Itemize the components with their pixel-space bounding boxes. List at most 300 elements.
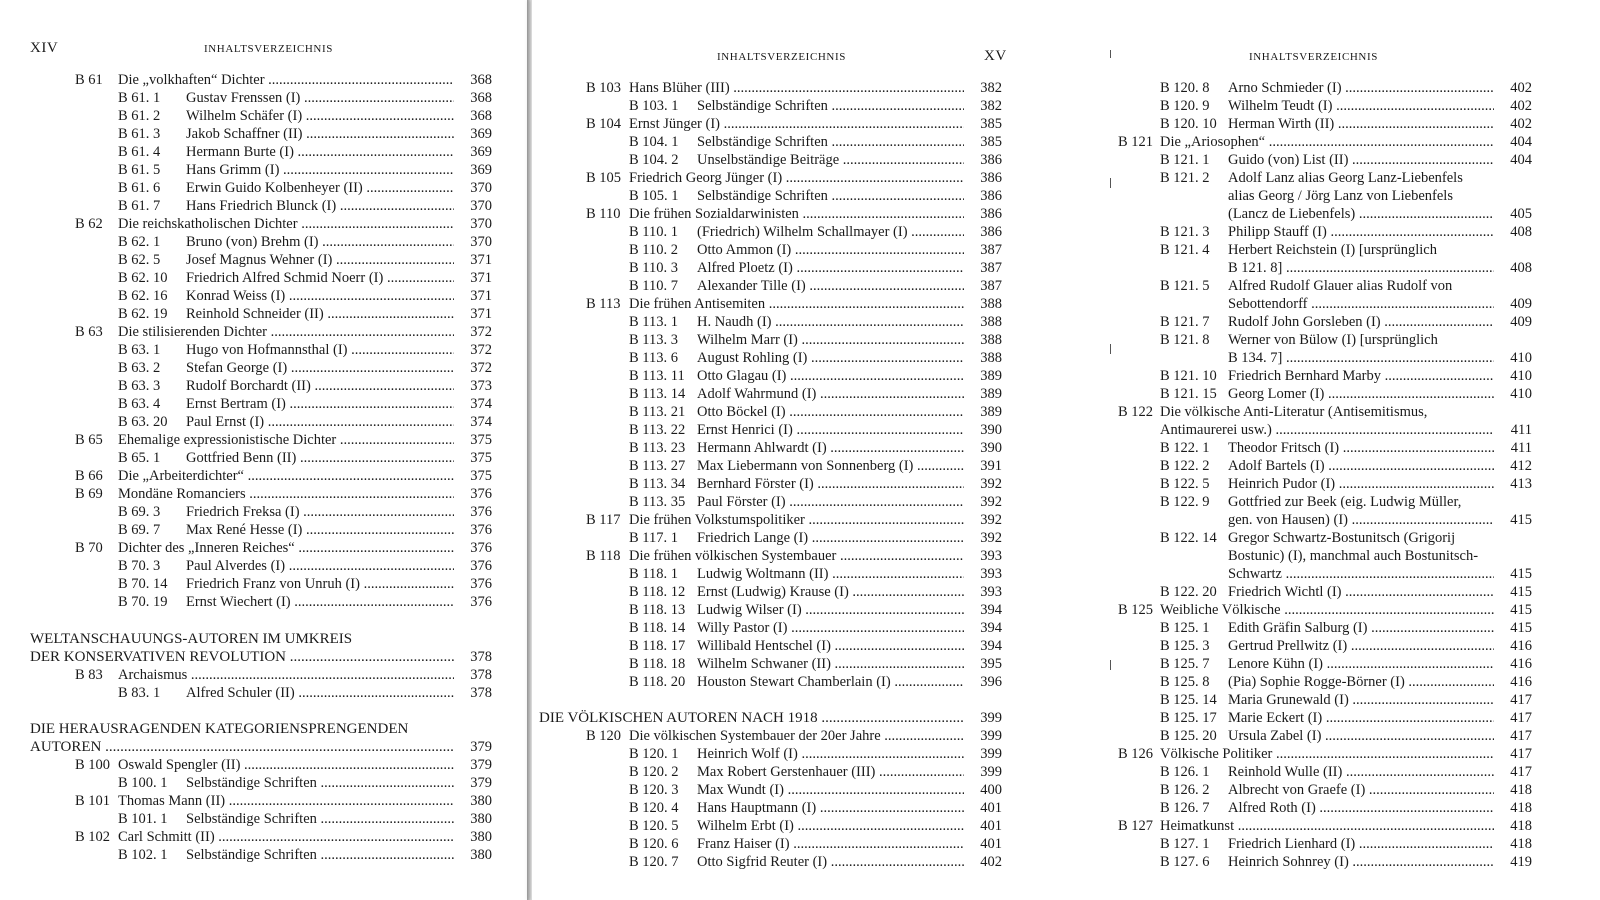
- toc-entry-code: B 113. 23: [629, 440, 686, 456]
- toc-entry[interactable]: [0, 792, 492, 810]
- toc-entry-code: B 118. 1: [629, 566, 679, 582]
- toc-entry-code: B 113. 14: [629, 386, 686, 402]
- toc-entry-code: B 127. 1: [1160, 836, 1210, 852]
- toc-entry-page: 395: [980, 656, 1002, 672]
- toc-entry[interactable]: [532, 79, 1532, 97]
- toc-entry[interactable]: [532, 187, 1532, 205]
- toc-entry-code: B 118. 12: [629, 584, 686, 600]
- toc-entry[interactable]: [0, 449, 492, 467]
- toc-entry-page: 402: [1510, 116, 1532, 132]
- toc-entry-code: B 83: [75, 667, 103, 683]
- toc-entry-title: (Pia) Sophie Rogge-Börner (I) .....: [1228, 673, 1494, 691]
- toc-entry-page: 417: [1510, 710, 1532, 726]
- toc-entry-code: B 110: [586, 206, 621, 222]
- toc-entry-code: B 118. 17: [629, 638, 686, 654]
- toc-entry-code: B 61. 6: [118, 180, 161, 196]
- toc-entry-page: 371: [470, 252, 492, 268]
- toc-entry-title: Albrecht von Graefe (I) .....: [1228, 781, 1494, 799]
- toc-entry-page: 371: [470, 306, 492, 322]
- toc-entry-page: 393: [980, 566, 1002, 582]
- toc-entry[interactable]: [0, 539, 492, 557]
- toc-entry[interactable]: [532, 313, 1532, 331]
- toc-entry-title: Ernst Henrici (I) .....: [697, 421, 964, 439]
- toc-entry[interactable]: [532, 583, 1532, 601]
- toc-entry[interactable]: [532, 709, 1532, 727]
- toc-entry-code: B 121. 2: [1160, 170, 1210, 186]
- toc-entry-code: B 113. 35: [629, 494, 686, 510]
- toc-entry[interactable]: [0, 666, 492, 684]
- toc-entry-page: 387: [980, 260, 1002, 276]
- toc-entry-code: B 113. 11: [629, 368, 685, 384]
- toc-entry-code: B 103. 1: [629, 98, 679, 114]
- toc-entry-page: 370: [470, 216, 492, 232]
- toc-entry[interactable]: [532, 241, 1532, 259]
- toc-entry-code: B 125. 20: [1160, 728, 1217, 744]
- toc-entry-code: B 117: [586, 512, 621, 528]
- toc-entry-page: 418: [1510, 800, 1532, 816]
- margin-mark: [1110, 660, 1111, 670]
- toc-entry-page: 408: [1510, 260, 1532, 276]
- toc-entry-title: Adolf Lanz alias Georg Lanz-Liebenfels: [1228, 170, 1463, 186]
- toc-entry[interactable]: [532, 619, 1532, 637]
- toc-entry-title: Selbständige Schriften .....: [186, 774, 454, 792]
- toc-entry-code: B 83. 1: [118, 685, 161, 701]
- toc-entry-title: Edith Gräfin Salburg (I) .....: [1228, 619, 1494, 637]
- toc-entry-page: 388: [980, 332, 1002, 348]
- toc-entry-code: B 120. 10: [1160, 116, 1217, 132]
- toc-entry[interactable]: [0, 828, 492, 846]
- toc-entry-code: B 121: [1118, 134, 1154, 150]
- toc-entry-code: B 61. 2: [118, 108, 161, 124]
- toc-entry-page: 379: [470, 775, 492, 791]
- toc-entry-code: B 121. 8: [1160, 332, 1210, 348]
- toc-entry-page: 390: [980, 440, 1002, 456]
- toc-entry-code: B 102: [75, 829, 111, 845]
- toc-entry-page: 386: [980, 152, 1002, 168]
- toc-entry-page: 413: [1510, 476, 1532, 492]
- toc-entry-title: Selbständige Schriften .....: [697, 133, 964, 151]
- toc-entry-page: 400: [980, 782, 1002, 798]
- toc-entry-page: 401: [980, 818, 1002, 834]
- toc-entry-code: B 120. 4: [629, 800, 679, 816]
- toc-entry-title: Friedrich Franz von Unruh (I) .....: [186, 575, 454, 593]
- toc-entry-title: Heinrich Wolf (I) .....: [697, 745, 964, 763]
- toc-entry-code: B 122. 2: [1160, 458, 1210, 474]
- toc-entry[interactable]: [0, 684, 492, 702]
- toc-entry-title: Hermann Ahlwardt (I) .....: [697, 439, 964, 457]
- toc-entry-page: 380: [470, 829, 492, 845]
- toc-entry-code: B 104. 2: [629, 152, 679, 168]
- right-page: [531, 0, 1600, 900]
- toc-entry-title: Hans Friedrich Blunck (I) .....: [186, 197, 454, 215]
- toc-entry-title: Bruno (von) Brehm (I) .....: [186, 233, 454, 251]
- toc-entry[interactable]: [0, 89, 492, 107]
- toc-entry-code: B 61: [75, 72, 103, 88]
- toc-entry-code: B 70: [75, 540, 103, 556]
- toc-entry-title: Arno Schmieder (I) .....: [1228, 79, 1494, 97]
- toc-entry-page: 386: [980, 224, 1002, 240]
- toc-entry[interactable]: [0, 359, 492, 377]
- toc-entry-code: B 122. 1: [1160, 440, 1210, 456]
- toc-entry-code: B 113. 34: [629, 476, 686, 492]
- toc-entry[interactable]: [532, 547, 1532, 565]
- toc-entry[interactable]: [0, 215, 492, 233]
- toc-entry-code: B 63. 4: [118, 396, 161, 412]
- toc-entry[interactable]: [532, 439, 1532, 457]
- toc-entry[interactable]: [0, 395, 492, 413]
- toc-entry-code: B 65. 1: [118, 450, 161, 466]
- page-number-right: XV: [984, 48, 1007, 64]
- toc-entry[interactable]: [0, 774, 492, 792]
- toc-entry[interactable]: [532, 403, 1532, 421]
- toc-entry-title: Wilhelm Teudt (I) .....: [1228, 97, 1494, 115]
- toc-entry-code: B 120: [586, 728, 622, 744]
- toc-entry-code: B 120. 7: [629, 854, 679, 870]
- toc-entry-title: Max Liebermann von Sonnenberg (I) .....: [697, 457, 964, 475]
- toc-entry[interactable]: [532, 97, 1532, 115]
- toc-entry[interactable]: [532, 853, 1532, 871]
- toc-entry-code: B 127: [1118, 818, 1154, 834]
- toc-entry[interactable]: [532, 727, 1532, 745]
- toc-entry-title: Max Robert Gerstenhauer (III) .....: [697, 763, 964, 781]
- toc-entry[interactable]: [0, 846, 492, 864]
- toc-entry-page: 417: [1510, 764, 1532, 780]
- toc-entry-page: 415: [1510, 602, 1532, 618]
- running-head-left: INHALTSVERZEICHNIS: [204, 43, 333, 55]
- toc-entry-code: B 61. 5: [118, 162, 161, 178]
- toc-entry-code: B 113. 6: [629, 350, 679, 366]
- toc-entry-code: B 62. 19: [118, 306, 168, 322]
- section-heading-page: 399: [980, 710, 1002, 726]
- toc-entry[interactable]: [532, 421, 1532, 439]
- toc-entry-page: 386: [980, 206, 1002, 222]
- toc-entry-title: Ernst Bertram (I) .....: [186, 395, 454, 413]
- toc-entry-page: 415: [1510, 584, 1532, 600]
- toc-entry[interactable]: [0, 71, 492, 89]
- toc-entry-code: B 118. 13: [629, 602, 686, 618]
- toc-entry[interactable]: [532, 493, 1532, 511]
- toc-entry-title: Erwin Guido Kolbenheyer (II) .....: [186, 179, 454, 197]
- toc-entry-code: B 122: [1118, 404, 1154, 420]
- toc-entry[interactable]: [0, 179, 492, 197]
- toc-entry-title: Die frühen Sozialdarwinisten .....: [629, 205, 964, 223]
- toc-entry-page: 416: [1510, 674, 1532, 690]
- toc-entry-title: Bernhard Förster (I) .....: [697, 475, 964, 493]
- toc-entry-code: B 126. 7: [1160, 800, 1210, 816]
- toc-entry-title: Wilhelm Schäfer (I) .....: [186, 107, 454, 125]
- toc-entry[interactable]: [532, 385, 1532, 403]
- toc-entry-code: B 63. 20: [118, 414, 168, 430]
- toc-entry-title: Die stilisierenden Dichter .....: [118, 323, 454, 341]
- toc-entry[interactable]: [0, 756, 492, 774]
- toc-entry-page: 375: [470, 468, 492, 484]
- toc-entry[interactable]: [532, 835, 1532, 853]
- toc-entry-page: 370: [470, 198, 492, 214]
- toc-entry-code: B 122. 9: [1160, 494, 1210, 510]
- toc-entry[interactable]: [532, 151, 1532, 169]
- toc-entry-code: B 125. 3: [1160, 638, 1210, 654]
- toc-entry-code: B 120. 9: [1160, 98, 1210, 114]
- toc-entry-title: Sebottendorff .....: [1228, 295, 1494, 313]
- toc-entry-title: Friedrich Lienhard (I) .....: [1228, 835, 1494, 853]
- toc-entry-title: Alfred Rudolf Glauer alias Rudolf von: [1228, 278, 1453, 294]
- toc-entry-page: 411: [1510, 422, 1532, 438]
- toc-entry-title: Paul Ernst (I) .....: [186, 413, 454, 431]
- toc-entry[interactable]: [0, 305, 492, 323]
- toc-entry-code: B 69. 7: [118, 522, 161, 538]
- toc-entry-title: Franz Haiser (I) .....: [697, 835, 964, 853]
- toc-entry-code: B 120. 3: [629, 782, 679, 798]
- toc-entry[interactable]: [532, 349, 1532, 367]
- toc-entry-code: B 69: [75, 486, 103, 502]
- toc-entry[interactable]: [0, 575, 492, 593]
- toc-entry[interactable]: [0, 467, 492, 485]
- toc-entry-code: B 122. 14: [1160, 530, 1217, 546]
- toc-entry-page: 399: [980, 764, 1002, 780]
- toc-entry-page: 401: [980, 800, 1002, 816]
- toc-entry-title: Gregor Schwartz-Bostunitsch (Grigorij: [1228, 530, 1456, 546]
- toc-entry-code: B 61. 7: [118, 198, 161, 214]
- toc-entry-title: Stefan George (I) .....: [186, 359, 454, 377]
- toc-entry-title: Rudolf Borchardt (II) .....: [186, 377, 454, 395]
- margin-mark: [1110, 178, 1111, 188]
- toc-entry-page: 401: [980, 836, 1002, 852]
- toc-entry-page: 417: [1510, 728, 1532, 744]
- toc-entry[interactable]: [532, 115, 1532, 133]
- toc-entry[interactable]: [0, 143, 492, 161]
- toc-entry-title: Selbständige Schriften .....: [186, 846, 454, 864]
- toc-entry-title: Friedrich Freksa (I) .....: [186, 503, 454, 521]
- toc-entry-page: 399: [980, 746, 1002, 762]
- toc-entry-page: 382: [980, 80, 1002, 96]
- toc-entry-code: B 118. 18: [629, 656, 686, 672]
- toc-entry-title: Die frühen völkischen Systembauer .....: [629, 547, 964, 565]
- toc-entry-page: 417: [1510, 746, 1532, 762]
- toc-entry-page: 391: [980, 458, 1002, 474]
- toc-entry-page: 409: [1510, 296, 1532, 312]
- toc-entry-page: 392: [980, 512, 1002, 528]
- toc-entry-page: 402: [1510, 80, 1532, 96]
- toc-entry-code: B 63. 2: [118, 360, 161, 376]
- toc-entry-page: 394: [980, 620, 1002, 636]
- toc-entry[interactable]: [532, 205, 1532, 223]
- toc-entry[interactable]: [0, 503, 492, 521]
- toc-entry[interactable]: [0, 377, 492, 395]
- section-heading-text: DER KONSERVATIVEN REVOLUTION .....: [30, 648, 454, 666]
- toc-entry-title: Völkische Politiker .....: [1160, 745, 1494, 763]
- toc-entry-page: 416: [1510, 638, 1532, 654]
- toc-entry[interactable]: [532, 673, 1532, 691]
- toc-entry-page: 389: [980, 368, 1002, 384]
- section-heading-page: 378: [470, 649, 492, 665]
- toc-entry[interactable]: [0, 557, 492, 575]
- toc-entry-title: Selbständige Schriften .....: [697, 97, 964, 115]
- section-heading[interactable]: [0, 720, 492, 738]
- toc-entry-code: B 121. 1: [1160, 152, 1210, 168]
- toc-entry-title: Georg Lomer (I) .....: [1228, 385, 1494, 403]
- toc-entry[interactable]: [0, 269, 492, 287]
- toc-entry-code: B 100: [75, 757, 111, 773]
- toc-entry-title: Alexander Tille (I) .....: [697, 277, 964, 295]
- toc-entry-page: 370: [470, 234, 492, 250]
- toc-entry[interactable]: [0, 593, 492, 611]
- toc-entry-page: 394: [980, 602, 1002, 618]
- toc-entry[interactable]: [0, 287, 492, 305]
- toc-entry-page: 376: [470, 522, 492, 538]
- toc-entry-code: B 113: [586, 296, 621, 312]
- section-heading[interactable]: [0, 630, 492, 648]
- toc-entry[interactable]: [532, 745, 1532, 763]
- toc-entry[interactable]: [532, 277, 1532, 295]
- toc-entry-title: Willibald Hentschel (I) .....: [697, 637, 964, 655]
- toc-entry[interactable]: [532, 655, 1532, 673]
- toc-entry-page: 387: [980, 278, 1002, 294]
- toc-entry-code: B 69. 3: [118, 504, 161, 520]
- toc-entry-title: Adolf Wahrmund (I) .....: [697, 385, 964, 403]
- left-page: [0, 0, 528, 900]
- toc-entry-page: 389: [980, 404, 1002, 420]
- toc-entry-title: Ernst (Ludwig) Krause (I) .....: [697, 583, 964, 601]
- toc-entry[interactable]: [532, 457, 1532, 475]
- toc-entry-title: Ernst Jünger (I) .....: [629, 115, 964, 133]
- toc-entry-title: Alfred Roth (I) .....: [1228, 799, 1494, 817]
- toc-entry-page: 404: [1510, 152, 1532, 168]
- section-heading[interactable]: [0, 738, 492, 756]
- toc-entry-page: 416: [1510, 656, 1532, 672]
- toc-entry-title: Reinhold Schneider (II) .....: [186, 305, 454, 323]
- toc-entry-page: 371: [470, 270, 492, 286]
- toc-entry-title: Guido (von) List (II) .....: [1228, 151, 1494, 169]
- toc-entry[interactable]: [532, 331, 1532, 349]
- toc-entry[interactable]: [532, 223, 1532, 241]
- toc-entry[interactable]: [532, 259, 1532, 277]
- toc-entry-title: Die völkische Anti-Literatur (Antisemitismus,: [1160, 404, 1428, 420]
- toc-entry-title: Hans Blüher (III) .....: [629, 79, 964, 97]
- toc-entry-page: 385: [980, 116, 1002, 132]
- toc-entry[interactable]: [0, 521, 492, 539]
- toc-entry-page: 373: [470, 378, 492, 394]
- toc-entry-title: Gertrud Prellwitz (I) .....: [1228, 637, 1494, 655]
- section-heading[interactable]: [0, 648, 492, 666]
- toc-entry-code: B 104. 1: [629, 134, 679, 150]
- toc-entry-title: Otto Ammon (I) .....: [697, 241, 964, 259]
- running-head-right-col2: INHALTSVERZEICHNIS: [1249, 51, 1378, 63]
- toc-entry-title: Lenore Kühn (I) .....: [1228, 655, 1494, 673]
- toc-entry-title: Die reichskatholischen Dichter .....: [118, 215, 454, 233]
- toc-entry-page: 393: [980, 548, 1002, 564]
- toc-entry-code: B 62. 5: [118, 252, 161, 268]
- toc-entry-title: Thomas Mann (II) .....: [118, 792, 454, 810]
- toc-entry-code: B 103: [586, 80, 622, 96]
- toc-entry-code: B 70. 3: [118, 558, 161, 574]
- toc-entry[interactable]: [532, 781, 1532, 799]
- toc-entry[interactable]: [532, 475, 1532, 493]
- toc-entry[interactable]: [0, 125, 492, 143]
- toc-entry[interactable]: [532, 529, 1532, 547]
- toc-entry-code: B 117. 1: [629, 530, 679, 546]
- toc-entry-title: Selbständige Schriften .....: [186, 810, 454, 828]
- toc-entry[interactable]: [532, 511, 1532, 529]
- toc-entry-page: 418: [1510, 836, 1532, 852]
- toc-entry[interactable]: [532, 799, 1532, 817]
- section-heading-text: DIE HERAUSRAGENDEN KATEGORIENSPRENGENDEN: [30, 721, 409, 737]
- toc-entry-title: B 134. 7] .....: [1228, 349, 1494, 367]
- toc-entry-title: alias Georg / Jörg Lanz von Liebenfels: [1228, 188, 1453, 204]
- toc-entry-code: B 120. 5: [629, 818, 679, 834]
- toc-entry-page: 379: [470, 757, 492, 773]
- toc-entry-page: 388: [980, 296, 1002, 312]
- section-heading-page: 379: [470, 739, 492, 755]
- toc-entry-page: 368: [470, 72, 492, 88]
- toc-entry[interactable]: [0, 413, 492, 431]
- toc-entry[interactable]: [0, 251, 492, 269]
- toc-entry-code: B 100. 1: [118, 775, 168, 791]
- toc-entry-code: B 113. 21: [629, 404, 686, 420]
- toc-entry[interactable]: [532, 601, 1532, 619]
- toc-entry-code: B 125. 1: [1160, 620, 1210, 636]
- toc-entry-title: Die „Ariosophen“ .....: [1160, 133, 1494, 151]
- toc-entry[interactable]: [0, 197, 492, 215]
- toc-entry-page: 374: [470, 396, 492, 412]
- toc-entry[interactable]: [0, 341, 492, 359]
- toc-entry[interactable]: [0, 107, 492, 125]
- toc-entry-code: B 118: [586, 548, 621, 564]
- toc-entry[interactable]: [532, 691, 1532, 709]
- toc-entry[interactable]: [532, 367, 1532, 385]
- toc-entry-code: B 125. 14: [1160, 692, 1217, 708]
- toc-entry-title: Josef Magnus Wehner (I) .....: [186, 251, 454, 269]
- toc-entry[interactable]: [0, 233, 492, 251]
- toc-entry[interactable]: [0, 161, 492, 179]
- toc-entry-title: Alfred Ploetz (I) .....: [697, 259, 964, 277]
- toc-entry-code: B 61. 1: [118, 90, 161, 106]
- toc-entry-page: 410: [1510, 350, 1532, 366]
- toc-entry-title: Ernst Wiechert (I) .....: [186, 593, 454, 611]
- toc-entry-code: B 121. 15: [1160, 386, 1217, 402]
- toc-entry[interactable]: [0, 810, 492, 828]
- toc-entry[interactable]: [532, 295, 1532, 313]
- toc-entry-code: B 105: [586, 170, 622, 186]
- toc-entry-code: B 110. 1: [629, 224, 679, 240]
- toc-entry-page: 372: [470, 324, 492, 340]
- toc-entry-page: 402: [1510, 98, 1532, 114]
- toc-entry-page: 369: [470, 162, 492, 178]
- toc-entry-title: Friedrich Wichtl (I) .....: [1228, 583, 1494, 601]
- toc-entry-code: B 120. 8: [1160, 80, 1210, 96]
- toc-entry[interactable]: [532, 169, 1532, 187]
- toc-entry-page: 380: [470, 811, 492, 827]
- toc-entry-page: 388: [980, 314, 1002, 330]
- toc-entry[interactable]: [0, 485, 492, 503]
- toc-entry-page: 409: [1510, 314, 1532, 330]
- toc-entry[interactable]: [0, 431, 492, 449]
- toc-entry-title: Paul Förster (I) .....: [697, 493, 964, 511]
- toc-entry-title: Paul Alverdes (I) .....: [186, 557, 454, 575]
- toc-entry-code: B 125. 17: [1160, 710, 1217, 726]
- toc-entry-code: B 65: [75, 432, 103, 448]
- toc-entry[interactable]: [532, 565, 1532, 583]
- toc-entry[interactable]: [532, 817, 1532, 835]
- toc-entry-title: gen. von Hausen) (I) .....: [1228, 511, 1494, 529]
- toc-entry-page: 418: [1510, 782, 1532, 798]
- toc-entry[interactable]: [532, 637, 1532, 655]
- toc-entry-title: Hans Grimm (I) .....: [186, 161, 454, 179]
- toc-entry[interactable]: [0, 323, 492, 341]
- toc-entry-title: Werner von Bülow (I) [ursprünglich: [1228, 332, 1438, 348]
- toc-entry-page: 405: [1510, 206, 1532, 222]
- toc-entry[interactable]: [532, 133, 1532, 151]
- toc-entry[interactable]: [532, 763, 1532, 781]
